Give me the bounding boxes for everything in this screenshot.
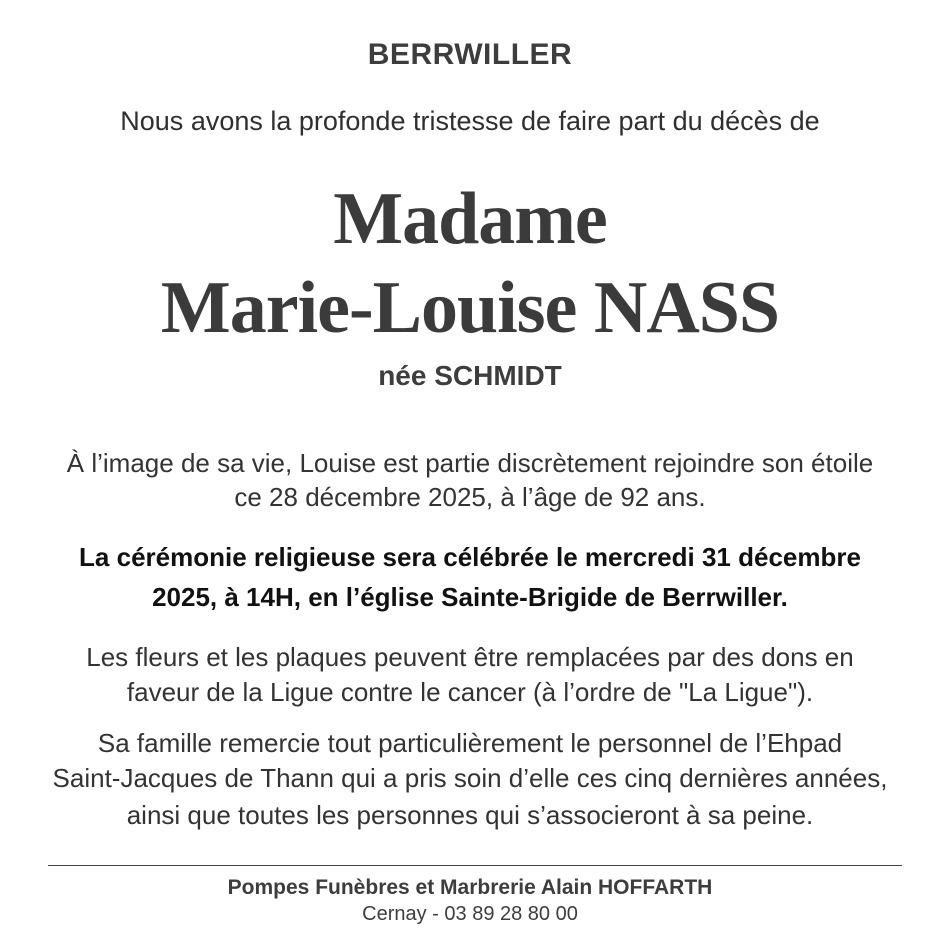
flowers-line-2: faveur de la Ligue contre le cancer (à l’ordre de "La Ligue"). (126, 677, 814, 707)
maiden-name: née SCHMIDT (378, 360, 562, 391)
thanks-line-3: ainsi que toutes les personnes qui s’associeront à sa peine. (126, 800, 814, 830)
funeral-home-name: Pompes Funèbres et Marbrerie Alain HOFFARTH (227, 876, 713, 899)
town-heading: BERRWILLER (367, 38, 573, 71)
footer-divider (48, 865, 902, 866)
ceremony-line-2: 2025, à 14H, en l’église Sainte-Brigide de Berrwiller. (152, 582, 788, 612)
flowers-line-1: Les fleurs et les plaques peuvent être remplacées par des dons en (86, 642, 854, 672)
deceased-full-name: Marie-Louise NASS (160, 267, 780, 349)
funeral-home-contact: Cernay - 03 89 28 80 00 (362, 903, 578, 925)
ceremony-line-1: La cérémonie religieuse sera célébrée le mercredi 31 décembre (79, 542, 861, 572)
thanks-line-2: Saint-Jacques de Thann qui a pris soin d’elle ces cinq dernières années, (52, 763, 888, 793)
deceased-title: Madame (333, 178, 607, 260)
intro-line: Nous avons la profonde tristesse de faire part du décès de (120, 106, 820, 136)
passing-line-1: À l’image de sa vie, Louise est partie discrètement rejoindre son étoile (66, 448, 874, 478)
passing-line-2: ce 28 décembre 2025, à l’âge de 92 ans. (234, 482, 706, 512)
thanks-line-1: Sa famille remercie tout particulièrement le personnel de l’Ehpad (97, 728, 843, 758)
